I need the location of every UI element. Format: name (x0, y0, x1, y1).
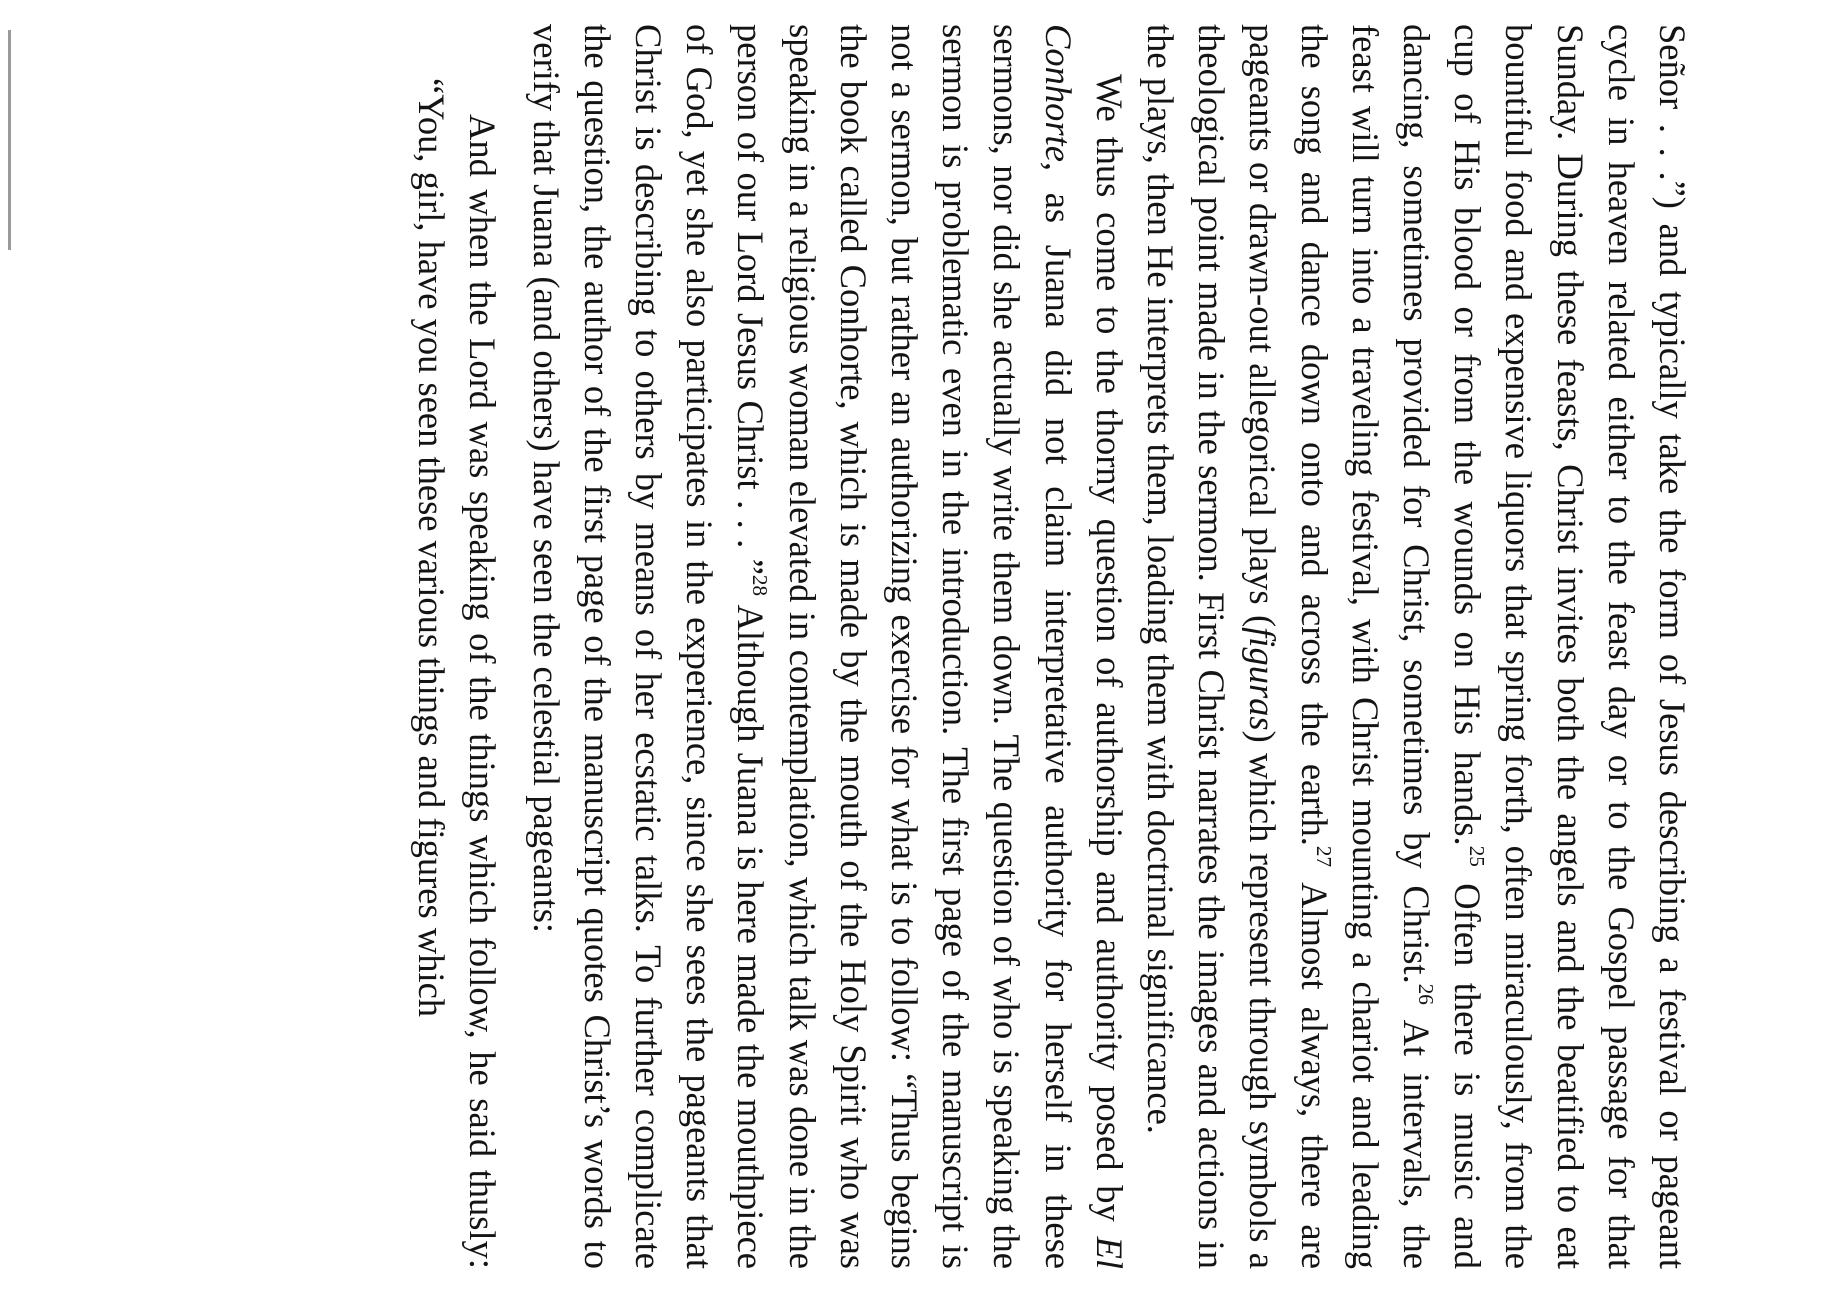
footnote-ref-28: 28 (748, 574, 773, 597)
term-figuras: figuras (1242, 627, 1284, 731)
block-quote: And when the Lord was speaking of the things which follow, he said thusly: “You, girl, have you seen these various things and figures which (411, 78, 504, 1269)
footnote-ref-25: 25 (1465, 845, 1489, 867)
footnote-ref-27: 27 (1311, 845, 1336, 868)
paragraph-1-part-4: Almost always, there are pageants or drawn-out allegorical plays ( (1242, 24, 1335, 1269)
paragraph-1-part-1: Señor . . .”) and typically take the form of Jesus describing a festival or pageant cycle in heaven related either to the feast day or to the Gospel passage for that Sunday. During these feasts, Christ invites both the angels and the beatified to eat bountiful food and expensive liquors that spring forth, often miraculously, from the cup of His blood or from the wounds on His hands. (1447, 24, 1693, 1269)
paragraph-2-part-1: We thus come to the thorny question of authorship and authority posed by (1088, 74, 1130, 1237)
body-text (406, 24, 1698, 1269)
book-title-el-conhorte: El Conhorte, (1037, 24, 1130, 1269)
paragraph-1-part-3: At intervals, the feast will turn into a traveling festival, with Christ mounting a chariot and leading the song and dance down onto and across the earth. (1293, 24, 1437, 1269)
paragraph-authorship-question (520, 24, 1134, 1269)
paragraph-1-part-5: ) which represent through symbols a theological point made in the sermon. First Christ narrates the images and actions in the plays, then He interprets them, loading them with doctrinal significance. (1139, 24, 1284, 1269)
paragraph-1-part-2: Often there is music and dancing, sometimes provided for Christ, sometimes by Christ. (1395, 24, 1489, 1269)
paragraph-feast-descriptions (1135, 24, 1698, 1269)
footnote-ref-26: 26 (1413, 983, 1438, 1005)
paragraph-2-part-2: as Juana did not claim interpretative authority for herself in these sermons, nor did she actually write them down. The question of who is speaking the sermon is problematic even in the introduction. The first page of the manuscript is not a sermon, but rather an authorizing exercise for what is to follow: “Thus begins the book called Conhorte, which is made by the mouth of the Holy Spirit who was speaking in a religious woman elevated in contemplation, which talk was done in the person of our Lord Jesus Christ . . . ” (730, 24, 1079, 1269)
paragraph-2-part-3: Although Juana is here made the mouthpiece of God, yet she also participates in the experience, since she sees the pageants that Christ is describing to others by means of her ecstatic talks. To further complicate the question, the author of the first page of the manuscript quotes Christ’s words to verify that Juana (and others) have seen the celestial pageants: (525, 24, 772, 1269)
